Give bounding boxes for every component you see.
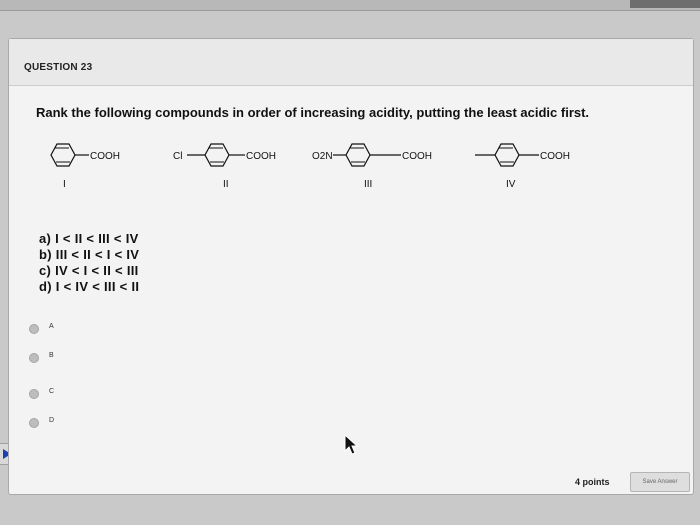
choice-b-text: b) III < II < I < IV [39, 247, 140, 262]
points-value: 4 points [575, 477, 610, 487]
choice-c-text: c) IV < I < II < III [39, 263, 139, 278]
browser-top-bar [0, 0, 700, 11]
choice-d-text: d) I < IV < III < II [39, 279, 140, 294]
compound-iv-group: COOH [540, 151, 570, 162]
compound-iii [312, 144, 432, 190]
question-number: QUESTION 23 [24, 62, 93, 73]
radio-button[interactable] [29, 353, 39, 363]
mouse-cursor-icon [344, 434, 358, 456]
radio-button[interactable] [29, 324, 39, 334]
radio-button[interactable] [29, 389, 39, 399]
radio-label: A [49, 323, 54, 330]
compound-iii-left-group: O2N [312, 151, 333, 162]
question-panel [8, 38, 694, 495]
top-bar-tab [630, 0, 700, 8]
compound-i-numeral: I [63, 179, 66, 190]
compound-i [51, 144, 120, 190]
choice-a-text: a) I < II < III < IV [39, 231, 139, 246]
compound-ii-numeral: II [223, 179, 229, 190]
compound-ii-group: COOH [246, 151, 276, 162]
question-prompt: Rank the following compounds in order of increasing acidity, putting the least acidic first. [36, 105, 590, 120]
compound-i-group: COOH [90, 151, 120, 162]
compound-iv-numeral: IV [506, 179, 516, 190]
radio-label: B [49, 352, 54, 359]
compound-ii-left-group: Cl [173, 151, 183, 162]
radio-label: D [49, 417, 55, 424]
radio-label: C [49, 388, 55, 395]
question-header [9, 39, 693, 86]
compound-iii-group: COOH [402, 151, 432, 162]
radio-button[interactable] [29, 418, 39, 428]
compound-structures [9, 137, 693, 207]
compound-ii [173, 144, 276, 190]
compound-iii-numeral: III [364, 179, 373, 190]
save-answer-button[interactable]: Save Answer [630, 472, 690, 492]
compound-iv [475, 144, 570, 190]
